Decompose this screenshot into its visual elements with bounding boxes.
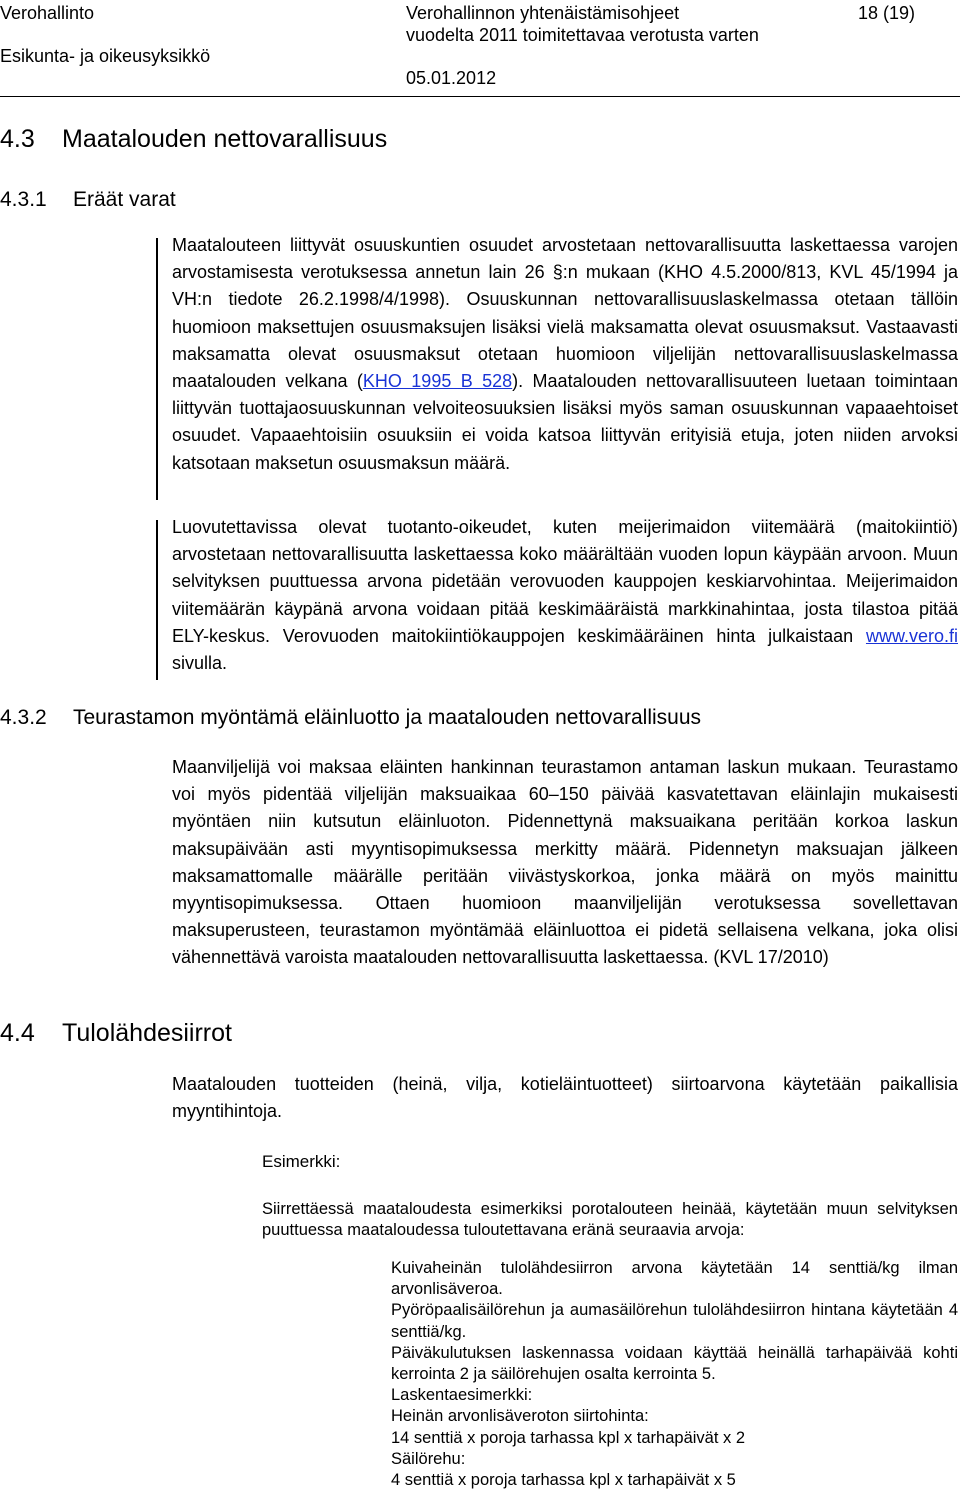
header-doc-title-line2: vuodelta 2011 toimitettavaa verotusta varten (406, 25, 759, 45)
section-4-3-1-paragraph-2 (172, 514, 958, 677)
header-doc-title-line1: Verohallinnon yhtenäistämisohjeet (406, 3, 680, 23)
change-bar (156, 520, 158, 680)
section-4-3-1-paragraph-1 (172, 232, 958, 477)
paragraph-text: Maatalouden tuotteiden (heinä, vilja, kotieläintuotteet) siirtoarvona käytetään paikallisia myyntihintoja. (172, 1074, 958, 1122)
section-title: Teurastamon myöntämä eläinluotto ja maatalouden nettovarallisuus (73, 706, 702, 729)
section-title: Maatalouden nettovarallisuus (62, 125, 388, 153)
change-bar (156, 238, 158, 500)
example-intro (262, 1199, 958, 1241)
header-divider (0, 96, 960, 97)
paragraph-text: Maatalouteen liittyvät osuuskuntien osuudet arvostetaan nettovarallisuutta laskettaessa varojen arvostamisesta verotuksessa annetun lain 26 §:n mukaan (KHO 4.5.2000/813, KVL 45/1994 ja VH:n tiedote 26.2.1998/4/1998). Osuuskunnan nettovarallisuuslaskelmassa otetaan tällöin huomioon maksettujen osuusmaksujen lisäksi vielä maksamatta olevat osuusmaksut. Vastaavasti maksamatta olevat osuusmaksut otetaan huomioon viljelijän nettovarallisuuslaskelmassa maatalouden velkana ( (172, 235, 958, 392)
section-number: 4.4 (0, 1019, 35, 1047)
paragraph-text: Luovutettavissa olevat tuotanto-oikeudet, kuten meijerimaidon viitemäärä (maitokiintiö) arvostetaan nettovarallisuutta laskettaessa koko määrältään vuoden lopun käypään arvoon. Muun selvityksen puuttuessa arvona pidetään verovuoden kauppojen keskiarvohintaa. Meijerimaidon viitemäärän käypänä arvona voidaan pitää keskimääräistä markkinahintaa, josta tilastoa pitää ELY-keskus. Verovuoden maitokiintiökauppojen keskimääräinen hinta julkaistaan (172, 517, 958, 646)
section-4-4-paragraph (172, 1071, 958, 1125)
example-label: Esimerkki: (262, 1152, 341, 1171)
section-4-3-heading (0, 124, 387, 154)
kho-1995-b-528-link[interactable]: KHO 1995 B 528 (362, 371, 513, 392)
section-number: 4.3 (0, 125, 35, 153)
paragraph-text: ). Maatalouden nettovarallisuuteen luetaan toimintaan liittyvän tuottajaosuuskunnan velvoiteosuuksien lisäksi myös saman osuuskunnan vapaaehtoiset osuudet. Vapaaehtoisiin osuuksiin ei voida katsoa liittyvän erityisiä etuja, joten niiden arvoksi katsotaan maksetun osuusmaksun määrä. (172, 371, 959, 473)
section-number: 4.3.1 (0, 188, 47, 211)
section-number: 4.3.2 (0, 706, 47, 729)
example-line: Kuivaheinän tulolähdesiirron arvona käytetään 14 senttiä/kg ilman arvonlisäveroa. (391, 1259, 958, 1299)
header-page-number: 18 (19) (858, 3, 916, 23)
example-line: Laskentaesimerkki: (391, 1386, 533, 1405)
header-date: 05.01.2012 (406, 68, 497, 88)
example-line: 4 senttiä x poroja tarhassa kpl x tarhapäivät x 5 (391, 1471, 736, 1490)
section-4-3-2-heading (0, 705, 701, 731)
paragraph-text: sivulla. (172, 653, 228, 674)
vero-fi-link[interactable]: www.vero.fi (865, 625, 958, 646)
example-line: Heinän arvonlisäveroton siirtohinta: (391, 1407, 649, 1426)
section-4-4-heading (0, 1018, 232, 1048)
example-line: Pyöröpaalisäilörehun ja aumasäilörehun tulolähdesiirron hintana käytetään 4 senttiä/kg. (391, 1301, 958, 1341)
section-4-3-1-heading (0, 187, 176, 213)
example-line: Päiväkulutuksen laskennassa voidaan käyttää heinällä tarhapäivää kohti kerrointa 2 ja säilörehujen osalta kerrointa 5. (391, 1343, 958, 1384)
example-line: 14 senttiä x poroja tarhassa kpl x tarhapäivät x 2 (391, 1428, 746, 1447)
header-org: Verohallinto (0, 3, 95, 23)
example-values (391, 1258, 958, 1491)
section-title: Tulolähdesiirrot (62, 1019, 232, 1047)
example-line: Säilörehu: (391, 1449, 466, 1468)
section-title: Eräät varat (73, 188, 176, 211)
paragraph-text: Siirrettäessä maataloudesta esimerkiksi porotalouteen heinää, käytetään muun selvityksen puuttuessa maataloudessa tuloutettavana eränä seuraavia arvoja: (262, 1200, 958, 1240)
header-unit: Esikunta- ja oikeusyksikkö (0, 46, 211, 66)
paragraph-text: Maanviljelijä voi maksaa eläinten hankinnan teurastamon antaman laskun mukaan. Teurastamo voi myös pidentää viljelijän maksuaikaa 60–150 päivää kasvatettavan eläinlajin mukaisesti myöntäen niin kutsutun eläinluoton. Pidennettynä maksuaikana peritään korkoa laskun maksupäivään asti myyntisopimuksessa merkitty määrä. Pidennetyn maksuajan jälkeen maksamattomalle määrälle peritään viivästyskorkoa, jonka määrä on myös mainittu myyntisopimuksessa. Ottaen huomioon maanviljelijän verotuksessa sovellettavan maksuperusteen, teurastamon myöntämää eläinluottoa ei pidetä sellaisena velkana, joka olisi vähennettävä varoista maatalouden nettovarallisuutta laskettaessa. (KVL 17/2010) (172, 757, 958, 968)
section-4-3-2-paragraph (172, 754, 958, 972)
